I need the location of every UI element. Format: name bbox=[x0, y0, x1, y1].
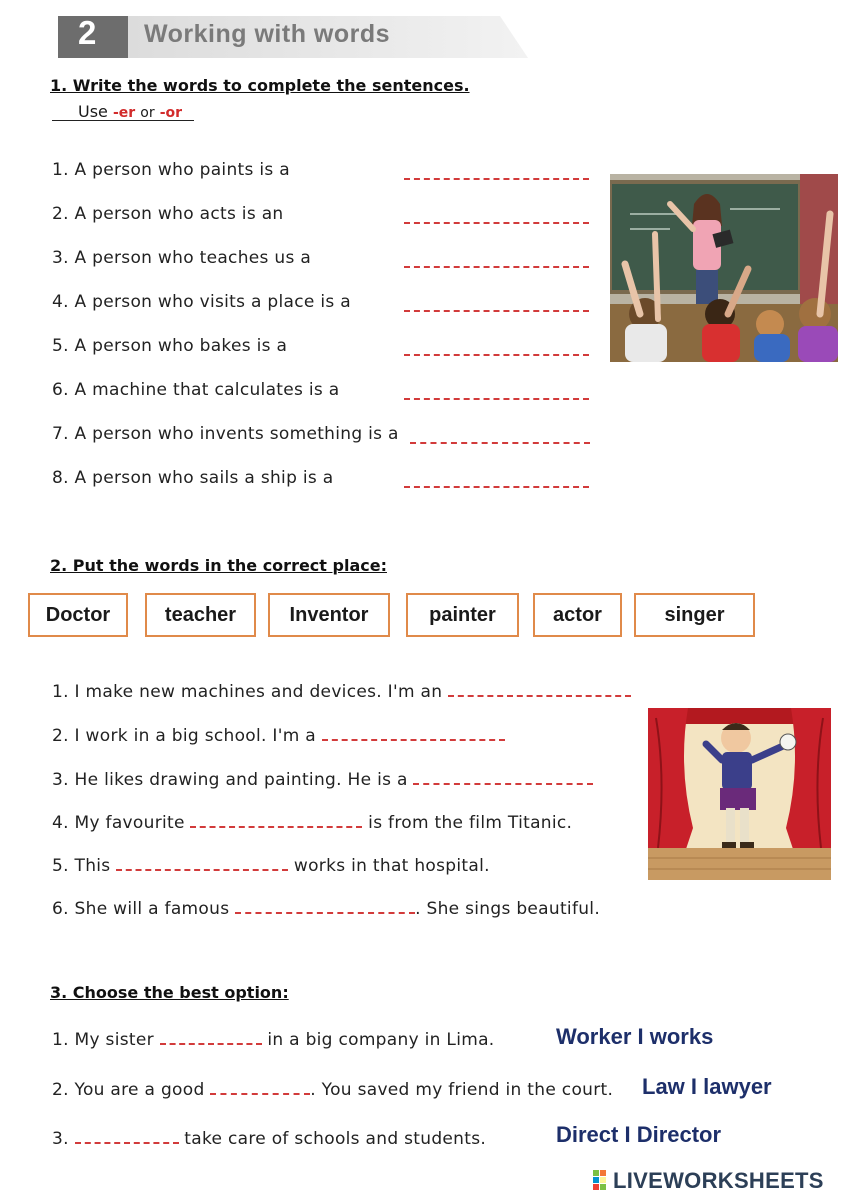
section2-heading: 2. Put the words in the correct place: bbox=[50, 556, 387, 575]
section1-item-1: 1. A person who paints is a bbox=[52, 160, 290, 180]
section3-item-3-text: 3. bbox=[52, 1129, 69, 1149]
word-box-singer[interactable]: singer bbox=[634, 593, 755, 637]
word-box-doctor[interactable]: Doctor bbox=[28, 593, 128, 637]
section2-item-5-after: works in that hospital. bbox=[293, 856, 490, 876]
answer-blank-4[interactable] bbox=[404, 310, 589, 312]
answer-blank-6[interactable] bbox=[404, 398, 589, 400]
section2-item-1 bbox=[52, 682, 631, 702]
instruction-or: or bbox=[140, 105, 155, 121]
word-box-actor[interactable]: actor bbox=[533, 593, 622, 637]
word-box-teacher[interactable]: teacher bbox=[145, 593, 256, 637]
section2-blank-6[interactable] bbox=[235, 902, 415, 914]
section2-item-6-text: 6. She will a famous bbox=[52, 899, 230, 919]
section1-item-2: 2. A person who acts is an bbox=[52, 204, 284, 224]
section3-blank-1[interactable] bbox=[160, 1033, 262, 1045]
section2-blank-1[interactable] bbox=[448, 685, 631, 697]
section2-item-2-text: 2. I work in a big school. I'm a bbox=[52, 726, 316, 746]
section2-item-4-text: 4. My favourite bbox=[52, 813, 185, 833]
section3-options-3: Direct I Director bbox=[556, 1122, 722, 1147]
section2-item-6 bbox=[52, 899, 600, 919]
section2-blank-5[interactable] bbox=[116, 859, 288, 871]
section3-item-2 bbox=[52, 1080, 613, 1100]
section3-blank-3[interactable] bbox=[75, 1132, 179, 1144]
classroom-picture bbox=[610, 174, 838, 362]
answer-blank-1[interactable] bbox=[404, 178, 589, 180]
section3-item-3 bbox=[52, 1129, 486, 1149]
section1-item-6: 6. A machine that calculates is a bbox=[52, 380, 340, 400]
section2-item-3 bbox=[52, 770, 593, 790]
section1-item-3: 3. A person who teaches us a bbox=[52, 248, 312, 268]
logo-text: LIVEWORKSHEETS bbox=[613, 1168, 824, 1193]
section3-item-2-after: . You saved my friend in the court. bbox=[310, 1080, 614, 1100]
section3-item-2-text: 2. You are a good bbox=[52, 1080, 205, 1100]
section3-heading: 3. Choose the best option: bbox=[50, 983, 289, 1002]
section1-item-5: 5. A person who bakes is a bbox=[52, 336, 288, 356]
section3-item-3-after: take care of schools and students. bbox=[184, 1129, 487, 1149]
theater-picture bbox=[648, 708, 831, 880]
section2-item-6-after: . She sings beautiful. bbox=[415, 899, 601, 919]
section2-blank-4[interactable] bbox=[190, 816, 362, 828]
section1-heading: 1. Write the words to complete the sentences. bbox=[50, 76, 470, 95]
section2-item-5 bbox=[52, 856, 490, 876]
answer-blank-7[interactable] bbox=[410, 442, 590, 444]
section3-options-1: Worker I works bbox=[556, 1024, 714, 1049]
section2-item-5-text: 5. This bbox=[52, 856, 111, 876]
section3-item-1 bbox=[52, 1030, 495, 1050]
answer-blank-2[interactable] bbox=[404, 222, 589, 224]
answer-blank-5[interactable] bbox=[404, 354, 589, 356]
section-banner bbox=[58, 12, 548, 62]
section2-item-4-after: is from the film Titanic. bbox=[368, 813, 573, 833]
liveworksheets-logo bbox=[593, 1168, 824, 1194]
suffix-er: -er bbox=[112, 105, 136, 121]
word-box-inventor[interactable]: Inventor bbox=[268, 593, 390, 637]
banner-title: Working with words bbox=[144, 20, 391, 48]
section1-item-7: 7. A person who invents something is a bbox=[52, 424, 399, 444]
section2-item-2 bbox=[52, 726, 505, 746]
section3-item-1-after: in a big company in Lima. bbox=[267, 1030, 495, 1050]
banner-number: 2 bbox=[78, 14, 97, 51]
section2-item-4 bbox=[52, 813, 572, 833]
section2-blank-2[interactable] bbox=[322, 729, 505, 741]
section3-blank-2[interactable] bbox=[210, 1083, 310, 1095]
answer-blank-8[interactable] bbox=[404, 486, 589, 488]
section3-item-1-text: 1. My sister bbox=[52, 1030, 154, 1050]
section1-instruction bbox=[52, 102, 194, 121]
section2-item-3-text: 3. He likes drawing and painting. He is a bbox=[52, 770, 408, 790]
section2-blank-3[interactable] bbox=[413, 773, 593, 785]
suffix-or: -or bbox=[159, 105, 183, 121]
theater-illustration bbox=[648, 708, 831, 880]
logo-grid-icon bbox=[593, 1170, 613, 1192]
section1-item-8: 8. A person who sails a ship is a bbox=[52, 468, 334, 488]
section3-options-2: Law I lawyer bbox=[642, 1074, 772, 1099]
instruction-use: Use bbox=[78, 102, 108, 121]
answer-blank-3[interactable] bbox=[404, 266, 589, 268]
classroom-illustration bbox=[610, 174, 838, 362]
section2-item-1-text: 1. I make new machines and devices. I'm an bbox=[52, 682, 443, 702]
section1-item-4: 4. A person who visits a place is a bbox=[52, 292, 351, 312]
word-box-painter[interactable]: painter bbox=[406, 593, 519, 637]
